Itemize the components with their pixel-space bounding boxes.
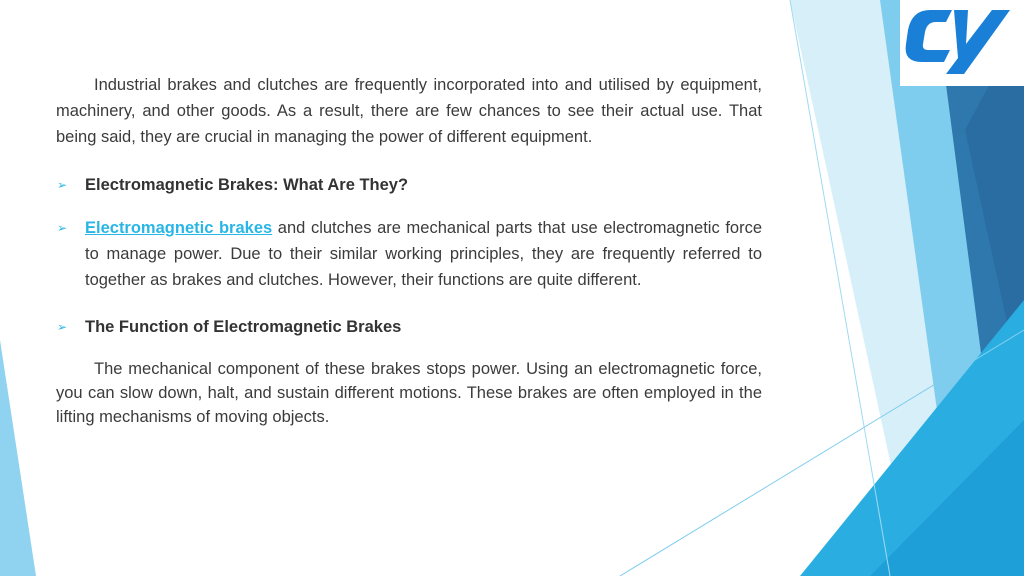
intro-paragraph: Industrial brakes and clutches are frequently incorporated into and utilised by equipment, machinery, and other goods. As a result, there are few chances to see their actual use. That being said, they are crucial in managing the power of different equipment. [56,76,762,146]
electromagnetic-brakes-link[interactable]: Electromagnetic brakes [85,219,273,237]
arrow-bullet-icon: ➢ [57,320,68,334]
section-heading: The Function of Electromagnetic Brakes [85,318,402,336]
section-heading: Electromagnetic Brakes: What Are They? [85,176,409,194]
bullet-definition [56,215,762,293]
definition-text: and clutches are mechanical parts that use electromagnetic force to manage power. Due to their similar working principles, they are frequently referred to together as brakes and clutches. However, their functions are quite different. [85,219,763,289]
company-logo [900,0,1024,86]
arrow-bullet-icon: ➢ [57,221,68,235]
text-content [56,72,762,429]
bullet-heading-what [56,172,762,198]
bullet-heading-function [56,314,762,340]
arrow-bullet-icon: ➢ [57,178,68,192]
closing-paragraph: The mechanical component of these brakes stops power. Using an electromagnetic force, you can slow down, halt, and sustain different motions. These brakes are often employed in the lifting mechanisms of moving objects. [56,360,762,426]
left-accent-shape [0,340,36,576]
logo-icon [900,0,1024,86]
